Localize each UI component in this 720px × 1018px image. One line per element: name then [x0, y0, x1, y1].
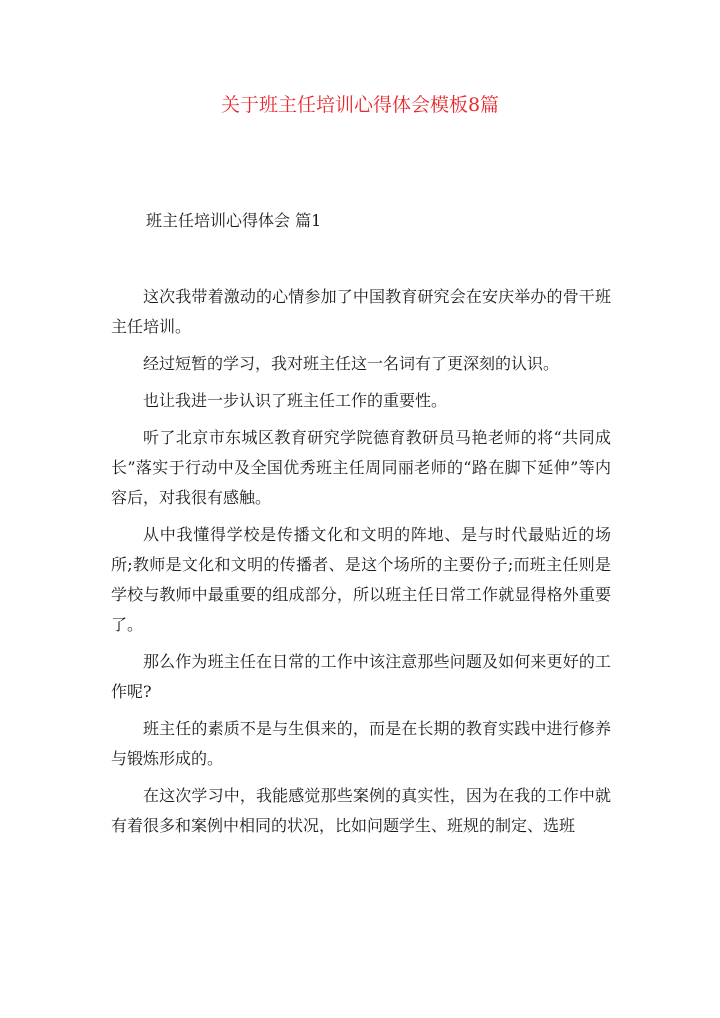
paragraph: 从中我懂得学校是传播文化和文明的阵地、是与时代最贴近的场所;教师是文化和文明的传播者、是这个场所的主要份子;而班主任则是学校与教师中最重要的组成部分，所以班主任日常工作就显得格外重要了。 — [111, 525, 611, 634]
paragraph: 也让我进一步认识了班主任工作的重要性。 — [143, 391, 448, 410]
paragraph: 班主任的素质不是与生俱来的，而是在长期的教育实践中进行修养与锻炼形成的。 — [111, 719, 611, 768]
paragraph: 这次我带着激动的心情参加了中国教育研究会在安庆举办的骨干班主任培训。 — [111, 287, 611, 336]
paragraph: 经过短暂的学习，我对班主任这一名词有了更深刻的认识。 — [143, 354, 560, 373]
document-title: 关于班主任培训心得体会模板8篇 — [220, 94, 500, 116]
paragraph: 在这次学习中，我能感觉那些案例的真实性，因为在我的工作中就有着很多和案例中相同的状况，比如问题学生、班规的制定、选班 — [111, 786, 611, 835]
paragraph: 听了北京市东城区教育研究学院德育教研员马艳老师的将“共同成长”落实于行动中及全国优秀班主任周同丽老师的“路在脚下延伸”等内容后，对我很有感触。 — [111, 428, 611, 507]
document-body — [111, 282, 611, 848]
paragraph: 那么作为班主任在日常的工作中该注意那些问题及如何来更好的工作呢? — [111, 652, 611, 701]
section-heading: 班主任培训心得体会 篇1 — [146, 211, 322, 230]
